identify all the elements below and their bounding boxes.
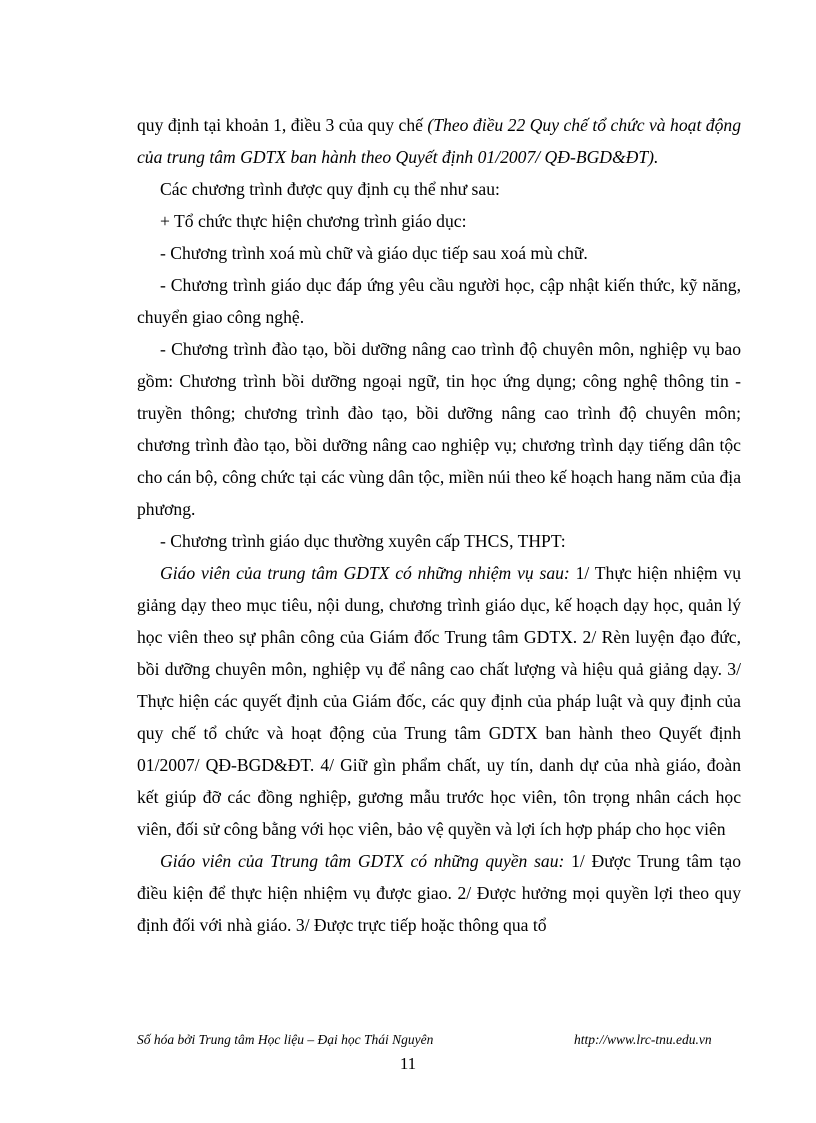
paragraph-teacher-rights xyxy=(137,845,741,941)
paragraph-italic-heading: Giáo viên của trung tâm GDTX có những nhiệm vụ sau: xyxy=(160,563,570,583)
paragraph-text: + Tổ chức thực hiện chương trình giáo dục: xyxy=(160,211,467,231)
paragraph-text: - Chương trình giáo dục thường xuyên cấp THCS, THPT: xyxy=(160,531,566,551)
paragraph-organize-programs xyxy=(137,205,741,237)
paragraph-regulation-reference xyxy=(137,109,741,173)
paragraph-training-program xyxy=(137,333,741,525)
paragraph-text: - Chương trình đào tạo, bồi dưỡng nâng cao trình độ chuyên môn, nghiệp vụ bao gồm: Chương trình bồi dưỡng ngoại ngữ, tin học ứng dụng; công nghệ thông tin - truyền thông; chương trình đào tạo, bồi dưỡng nâng cao trình độ chuyên môn; chương trình đào tạo, bồi dưỡng nâng cao nghiệp vụ; chương trình dạy tiếng dân tộc cho cán bộ, công chức tại các vùng dân tộc, miền núi theo kế hoạch hang năm của địa phương. xyxy=(137,339,741,519)
paragraph-literacy-program xyxy=(137,237,741,269)
page-number: 11 xyxy=(399,1054,417,1073)
paragraph-learner-needs-program xyxy=(137,269,741,333)
paragraph-text: - Chương trình xoá mù chữ và giáo dục tiếp sau xoá mù chữ. xyxy=(160,243,588,263)
paragraph-teacher-duties xyxy=(137,557,741,845)
paragraph-continuing-education-program xyxy=(137,525,741,557)
body-text xyxy=(137,109,741,941)
paragraph-italic-heading: Giáo viên của Ttrung tâm GDTX có những quyền sau: xyxy=(160,851,565,871)
paragraph-programs-intro xyxy=(137,173,741,205)
paragraph-text: Các chương trình được quy định cụ thể như sau: xyxy=(160,179,500,199)
footer-digitized-by: Số hóa bởi Trung tâm Học liệu – Đại học Thái Nguyên xyxy=(137,1032,434,1047)
paragraph-text: quy định tại khoản 1, điều 3 của quy chế xyxy=(137,115,428,135)
paragraph-text: 1/ Thực hiện nhiệm vụ giảng dạy theo mục tiêu, nội dung, chương trình giáo dục, kế hoạch dạy học, quản lý học viên theo sự phân công của Giám đốc Trung tâm GDTX. 2/ Rèn luyện đạo đức, bồi dưỡng chuyên môn, nghiệp vụ để nâng cao chất lượng và hiệu quả giảng dạy. 3/ Thực hiện các quyết định của Giám đốc, các quy định của pháp luật và quy định của quy chế tổ chức và hoạt động của Trung tâm GDTX ban hành theo Quyết định 01/2007/ QĐ-BGD&ĐT. 4/ Giữ gìn phẩm chất, uy tín, danh dự của nhà giáo, đoàn kết giúp đỡ các đồng nghiệp, gương mẫu trước học viên, tôn trọng nhân cách học viên, đối sử công bằng với học viên, bảo vệ quyền và lợi ích hợp pháp cho học viên xyxy=(137,563,741,839)
paragraph-text: - Chương trình giáo dục đáp ứng yêu cầu người học, cập nhật kiến thức, kỹ năng, chuyển giao công nghệ. xyxy=(137,275,741,327)
footer-website-link[interactable]: http://www.lrc-tnu.edu.vn xyxy=(574,1032,712,1047)
paragraph-italic-citation: (Theo điều 22 Quy chế tổ chức và hoạt động của trung tâm GDTX ban hành theo Quyết định 01/2007/ QĐ-BGD&ĐT). xyxy=(137,115,741,167)
paragraph-text: 1/ Được Trung tâm tạo điều kiện để thực hiện nhiệm vụ được giao. 2/ Được hưởng mọi quyền lợi theo quy định đối với nhà giáo. 3/ Được trực tiếp hoặc thông qua tổ xyxy=(137,851,742,935)
page-footer xyxy=(137,1032,741,1052)
